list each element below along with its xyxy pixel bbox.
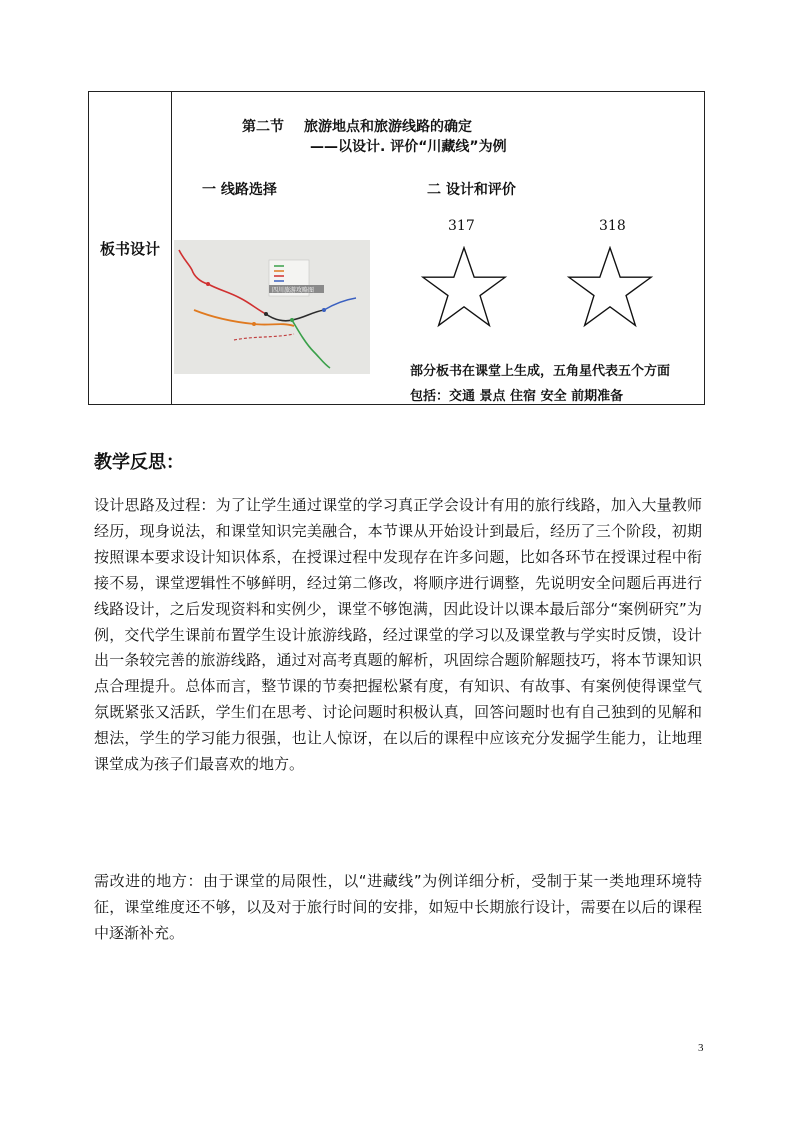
section-subtitle: ——以设计. 评价“川藏线”为例 [310,139,507,155]
map-caption: 四川旅游攻略图 [272,287,315,294]
board-design-table [88,91,705,405]
section-number: 第二节 [242,119,284,135]
page-number: 3 [698,1042,704,1054]
reflection-heading: 教学反思： [94,452,184,473]
heading-route-selection: 一 线路选择 [202,182,277,198]
route-number-317: 317 [448,218,475,234]
star-outline-icon [564,246,656,328]
section-title [242,116,472,136]
star-outline-icon [418,246,510,328]
board-design-label: 板书设计 [89,92,172,404]
board-note-line1: 部分板书在课堂上生成，五角星代表五个方面 [410,364,671,379]
reflection-paragraph-improvement: 需改进的地方：由于课堂的局限性，以“进藏线”为例详细分析，受制于某一类地理环境特征，课堂维度还不够，以及对于旅行时间的安排，如短中长期旅行设计，需要在以后的课程中逐渐补充。 [94,872,702,942]
route-number-318: 318 [599,218,626,234]
reflection-paragraph-design: 设计思路及过程：为了让学生通过课堂的学习真正学会设计有用的旅行线路，加入大量教师经历，现身说法，和课堂知识完美融合，本节课从开始设计到最后，经历了三个阶段，初期按照课本要求设计知识体系，在授课过程中发现存在许多问题，比如各环节在授课过程中衔接不易，课堂逻辑性不够鲜明，经过第二修改，将顺序进行调整，先说明安全问题后再进行线路设计，之后发现资料和实例少，课堂不够饱满，因此设计以课本最后部分“案例研究”为例，交代学生课前布置学生设计旅游线路，经过课堂的学习以及课堂教与学实时反馈，设计出一条较完善的旅游线路，通过对高考真题的解析，巩固综合题阶解题技巧，将本节课知识点合理提升。总体而言，整节课的节奏把握松紧有度，有知识、有故事、有案例使得课堂气氛既紧张又活跃，学生们在思考、讨论问题时积极认真，回答问题时也有自己独到的见解和想法，学生的学习能力很强，也让人惊讶，在以后的课程中应该充分发掘学生能力，让地理课堂成为孩子们最喜欢的地方。 [94,496,702,774]
board-note-line2: 包括：交通 景点 住宿 安全 前期准备 [410,389,624,404]
sichuan-route-map-image [174,240,370,374]
heading-design-evaluation: 二 设计和评价 [427,182,516,198]
section-title-text: 旅游地点和旅游线路的确定 [304,119,472,135]
board-design-content [172,92,704,404]
